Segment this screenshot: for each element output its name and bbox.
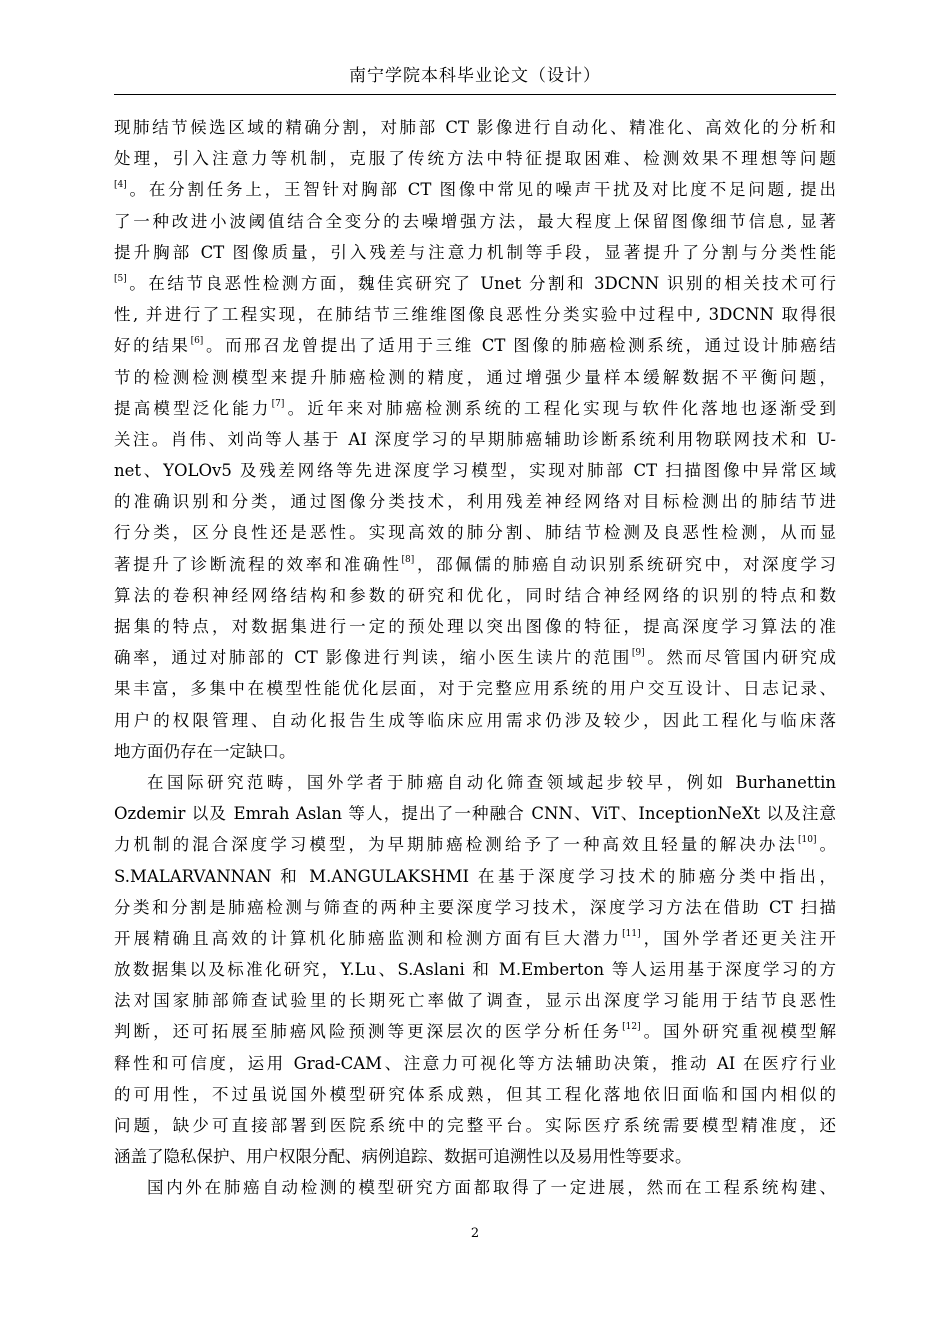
citation-marker: [5] [114,273,127,284]
text-line: 的准确识别和分类，通过图像分类技术，利用残差神经网络对目标检测出的肺结节进 [114,492,836,512]
text-line: 国内外在肺癌自动检测的模型研究方面都取得了一定进展，然而在工程系统构建、 [147,1178,836,1198]
text-line: 放数据集以及标准化研究，Y.Lu、S.Aslani 和 M.Emberton 等人运用基于深度学习的方 [114,960,836,980]
text-line: 开展精确且高效的计算机化肺癌监测和检测方面有巨大潜力[11]，国外学者还更关注开 [114,928,837,948]
text-line: 力机制的混合深度学习模型，为早期肺癌检测给予了一种高效且轻量的解决办法[10]。 [114,835,837,855]
text-line: 问题，缺少可直接部署到医院系统中的完整平台。实际医疗系统需要模型精准度，还 [114,1116,836,1135]
citation-marker: [11] [622,928,641,939]
text-line: [4]。在分割任务上，王智针对胸部 CT 图像中常见的噪声干扰及对比度不足问题, 提出 [114,180,836,200]
page-number: 2 [470,1226,480,1241]
page-header: 南宁学院本科毕业论文（设计） [349,66,601,86]
text-line: 著提升了诊断流程的效率和准确性[8]，邵佩儒的肺癌自动识别系统研究中，对深度学习 [114,554,837,574]
text-line: net、YOLOv5 及残差网络等先进深度学习模型，实现对肺部 CT 扫描图像中异常区域 [114,461,836,481]
text-line: 据集的特点，对数据集进行一定的预处理以突出图像的特征，提高深度学习算法的准 [114,617,836,636]
citation-marker: [6] [190,336,204,347]
text-line: 提升胸部 CT 图像质量，引入残差与注意力机制等手段，显著提升了分割与分类性能 [114,242,836,262]
text-line: 了一种改进小波阈值结合全变分的去噪增强方法，最大程度上保留图像细节信息, 显著 [114,211,836,231]
text-line: S.MALARVANNAN 和 M.ANGULAKSHMI 在基于深度学习技术的肺癌分类中指出， [114,866,836,886]
text-line: 用户的权限管理、自动化报告生成等临床应用需求仍涉及较少，因此工程化与临床落 [114,710,836,730]
text-line: Ozdemir 以及 Emrah Aslan 等人，提出了一种融合 CNN、ViT、InceptionNeXt 以及注意 [114,804,836,824]
citation-marker: [9] [631,648,645,659]
citation-marker: [7] [271,398,285,409]
citation-marker: [4] [114,180,127,191]
text-line: 关注。肖伟、刘尚等人基于 AI 深度学习的早期肺癌辅助诊断系统利用物联网技术和 U- [114,429,836,449]
body-text [114,112,836,1204]
citation-marker: [8] [401,554,415,565]
text-line: 分类和分割是肺癌检测与筛查的两种主要深度学习技术，深度学习方法在借助 CT 扫描 [114,897,836,917]
text-line: 算法的卷积神经网络结构和参数的研究和优化，同时结合神经网络的识别的特点和数 [114,585,836,605]
text-line: 节的检测检测模型来提升肺癌检测的精度，通过增强少量样本缓解数据不平衡问题， [114,367,836,387]
text-line: 好的结果[6]。而邢召龙曾提出了适用于三维 CT 图像的肺癌检测系统，通过设计肺癌结 [114,336,837,356]
text-line: 地方面仍存在一定缺口。 [114,741,296,761]
text-line: 涵盖了隐私保护、用户权限分配、病例追踪、数据可追溯性以及易用性等要求。 [114,1147,692,1167]
text-line: 法对国家肺部筛查试验里的长期死亡率做了调查，显示出深度学习能用于结节良恶性 [114,991,836,1011]
text-line: 行分类，区分良性还是恶性。实现高效的肺分割、肺结节检测及良恶性检测，从而显 [114,523,836,543]
text-line: 的可用性，不过虽说国外模型研究体系成熟，但其工程化落地依旧面临和国内相似的 [114,1084,836,1104]
text-line: 现肺结节候选区域的精确分割，对肺部 CT 影像进行自动化、精准化、高效化的分析和 [114,118,836,137]
text-line: [5]。在结节良恶性检测方面，魏佳宾研究了 Unet 分割和 3DCNN 识别的相关技术可行 [114,273,836,293]
text-line: 确率，通过对肺部的 CT 影像进行判读，缩小医生读片的范围[9]。然而尽管国内研究成 [114,648,837,668]
text-line: 果丰富，多集中在模型性能优化层面，对于完整应用系统的用户交互设计、日志记录、 [114,679,836,699]
citation-marker: [12] [622,1022,641,1033]
text-line: 性, 并进行了工程实现，在肺结节三维维图像良恶性分类实验中过程中, 3DCNN 取得很 [114,305,836,325]
text-line: 提高模型泛化能力[7]。近年来对肺癌检测系统的工程化实现与软件化落地也逐渐受到 [114,398,837,418]
text-line: 处理，引入注意力等机制，克服了传统方法中特征提取困难、检测效果不理想等问题 [114,149,836,169]
text-line: 在国际研究范畴，国外学者于肺癌自动化筛查领域起步较早，例如 Burhanettin [147,772,836,792]
text-line: 释性和可信度，运用 Grad-CAM、注意力可视化等方法辅助决策，推动 AI 在医疗行业 [114,1053,836,1073]
text-line: 判断，还可拓展至肺癌风险预测等更深层次的医学分析任务[12]。国外研究重视模型解 [114,1022,837,1042]
header-rule [114,94,836,95]
citation-marker: [10] [797,835,817,846]
